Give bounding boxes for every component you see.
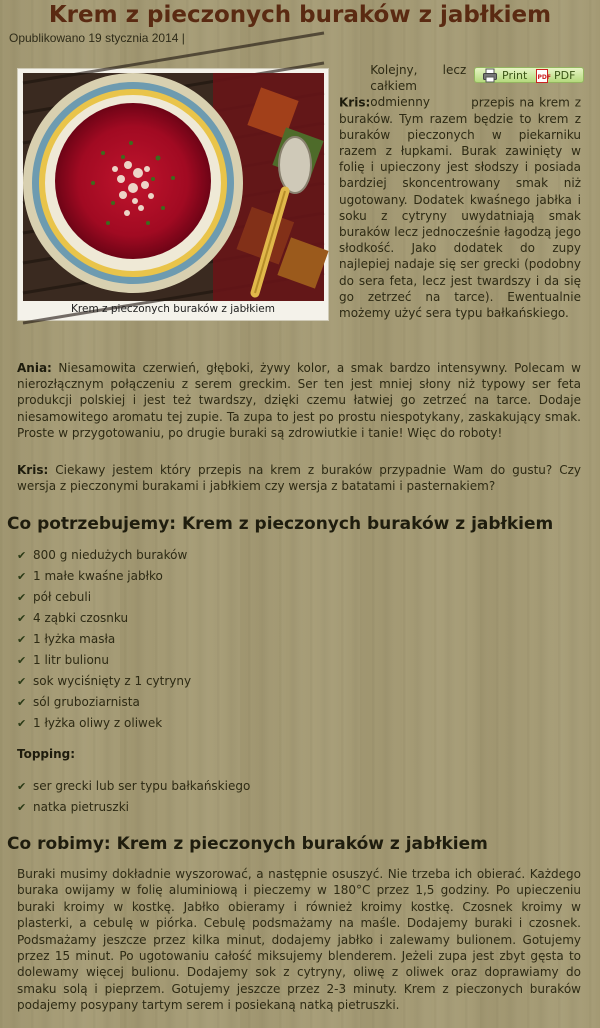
check-icon: ✔ — [17, 717, 27, 730]
print-label[interactable]: Print — [502, 69, 528, 82]
check-icon: ✔ — [17, 570, 27, 583]
check-icon: ✔ — [17, 591, 27, 604]
photo-frame — [17, 68, 329, 321]
ingredients-list — [17, 545, 191, 734]
author-kris-2: Kris: — [17, 463, 49, 477]
ingredient-item: ✔ 4 ząbki czosnku — [17, 608, 191, 629]
intro-kris-text: przepis na krem z buraków. Tym razem będzie to krem z buraków pieczonych w piekarniku razem z łupkami. Burak zawinięty w folię i upieczony jest słodszy i posiada bardziej skoncentrowany smak niż ugotowany. Dodatek kwaśnego jabłka i soku z cytryny uwydatniają smak buraków lecz jednocześnie łagodzą jego słodkość. Jako dodatek do zupy najlepiej nadaje się ser grecki (podobny do sera feta, lecz jest twardszy i da się go zetrzeć na tarce). Ewentualnie możemy użyć sera typu bałkańskiego. — [339, 95, 581, 321]
ingredient-item: ✔ sok wyciśnięty z 1 cytryny — [17, 671, 191, 692]
ingredient-item: ✔ 1 małe kwaśne jabłko — [17, 566, 191, 587]
ingredient-item: ✔ 800 g niedużych buraków — [17, 545, 191, 566]
soup-photo — [23, 73, 324, 301]
ingredient-item: ✔ pół cebuli — [17, 587, 191, 608]
topping-label: Topping: — [17, 747, 76, 761]
check-icon: ✔ — [17, 801, 27, 814]
check-icon: ✔ — [17, 612, 27, 625]
method-paragraph: Buraki musimy dokładnie wyszorować, a następnie osuszyć. Nie trzeba ich obierać. Każdego buraka owijamy w folię aluminiową i pieczemy w 180°C przez 1,5 godziny. Po upieczeniu buraki kroimy w kostkę. Jabłko obieramy i również kroimy kostkę. Czosnek kroimy w plasterki, a cebulę w piórka. Cebulę podsmażamy na maśle. Dodajemy buraki i czosnek. Podsmażamy jeszcze przez kilka minut, dodajemy jabłko i zalewamy bulionem. Gotujemy przez 15 minut. Po ugotowaniu całość miksujemy blenderem. Jeżeli zupa jest zbyt gęsta to dolewamy więcej bulionu. Dodajemy sok z cytryny, oliwę z oliwek oraz doprawiamy do smaku solą i pieprzem. Gotujemy jeszcze przez 2-3 minuty. Krem z pieczonych buraków podajemy posypany tartym serem i posiekaną natką pietruszki. — [17, 867, 581, 1013]
check-icon: ✔ — [17, 696, 27, 709]
check-icon: ✔ — [17, 633, 27, 646]
pdf-label[interactable]: PDF — [554, 69, 576, 82]
check-icon: ✔ — [17, 549, 27, 562]
ingredients-heading: Co potrzebujemy: Krem z pieczonych buraków z jabłkiem — [7, 514, 554, 534]
photo-caption: Krem z pieczonych buraków z jabłkiem — [71, 303, 275, 315]
intro-kris-text-start: Kolejny, lecz całkiem odmienny — [370, 63, 467, 110]
topping-list — [17, 776, 250, 818]
svg-text:PDF: PDF — [537, 74, 551, 81]
ingredient-item: ✔ 1 litr bulionu — [17, 650, 191, 671]
intro-kris-question — [17, 462, 581, 494]
intro-ania-paragraph — [17, 360, 581, 441]
author-kris: Kris: — [339, 95, 371, 110]
page-title: Krem z pieczonych buraków z jabłkiem — [48, 2, 552, 28]
author-ania: Ania: — [17, 361, 52, 375]
method-heading: Co robimy: Krem z pieczonych buraków z jabłkiem — [7, 834, 488, 854]
ingredient-item: ✔ 1 łyżka masła — [17, 629, 191, 650]
ingredient-item: ✔ sól gruboziarnista — [17, 692, 191, 713]
intro-kris-question-text: Ciekawy jestem który przepis na krem z buraków przypadnie Wam do gustu? Czy wersja z pieczonymi burakami i jabłkiem czy wersja z batatami i pasternakiem? — [17, 463, 581, 494]
topping-item: ✔ natka pietruszki — [17, 797, 250, 818]
intro-ania-text: Niesamowita czerwień, głęboki, żywy kolor, a smak bardzo intensywny. Polecam w nierozłącznym połączeniu z serem greckim. Ser ten jest mniej słony niż typowy ser feta produkcji polskiej i jest też twardszy, dzięki czemu łatwiej go zetrzeć na tarce. Dodaje niesamowitego aromatu tej zupie. Ta zupa to jest po prostu niespotykany, zaskakujący smak. Proste w przygotowaniu, po drugie buraki są zdrowiutkie i tanie! Więc do roboty! — [17, 361, 581, 440]
topping-item: ✔ ser grecki lub ser typu bałkańskiego — [17, 776, 250, 797]
ingredient-item: ✔ 1 łyżka oliwy z oliwek — [17, 713, 191, 734]
check-icon: ✔ — [17, 675, 27, 688]
check-icon: ✔ — [17, 654, 27, 667]
published-date: Opublikowano 19 stycznia 2014 | — [9, 31, 185, 45]
check-icon: ✔ — [17, 780, 27, 793]
intro-kris-paragraph — [339, 62, 581, 321]
